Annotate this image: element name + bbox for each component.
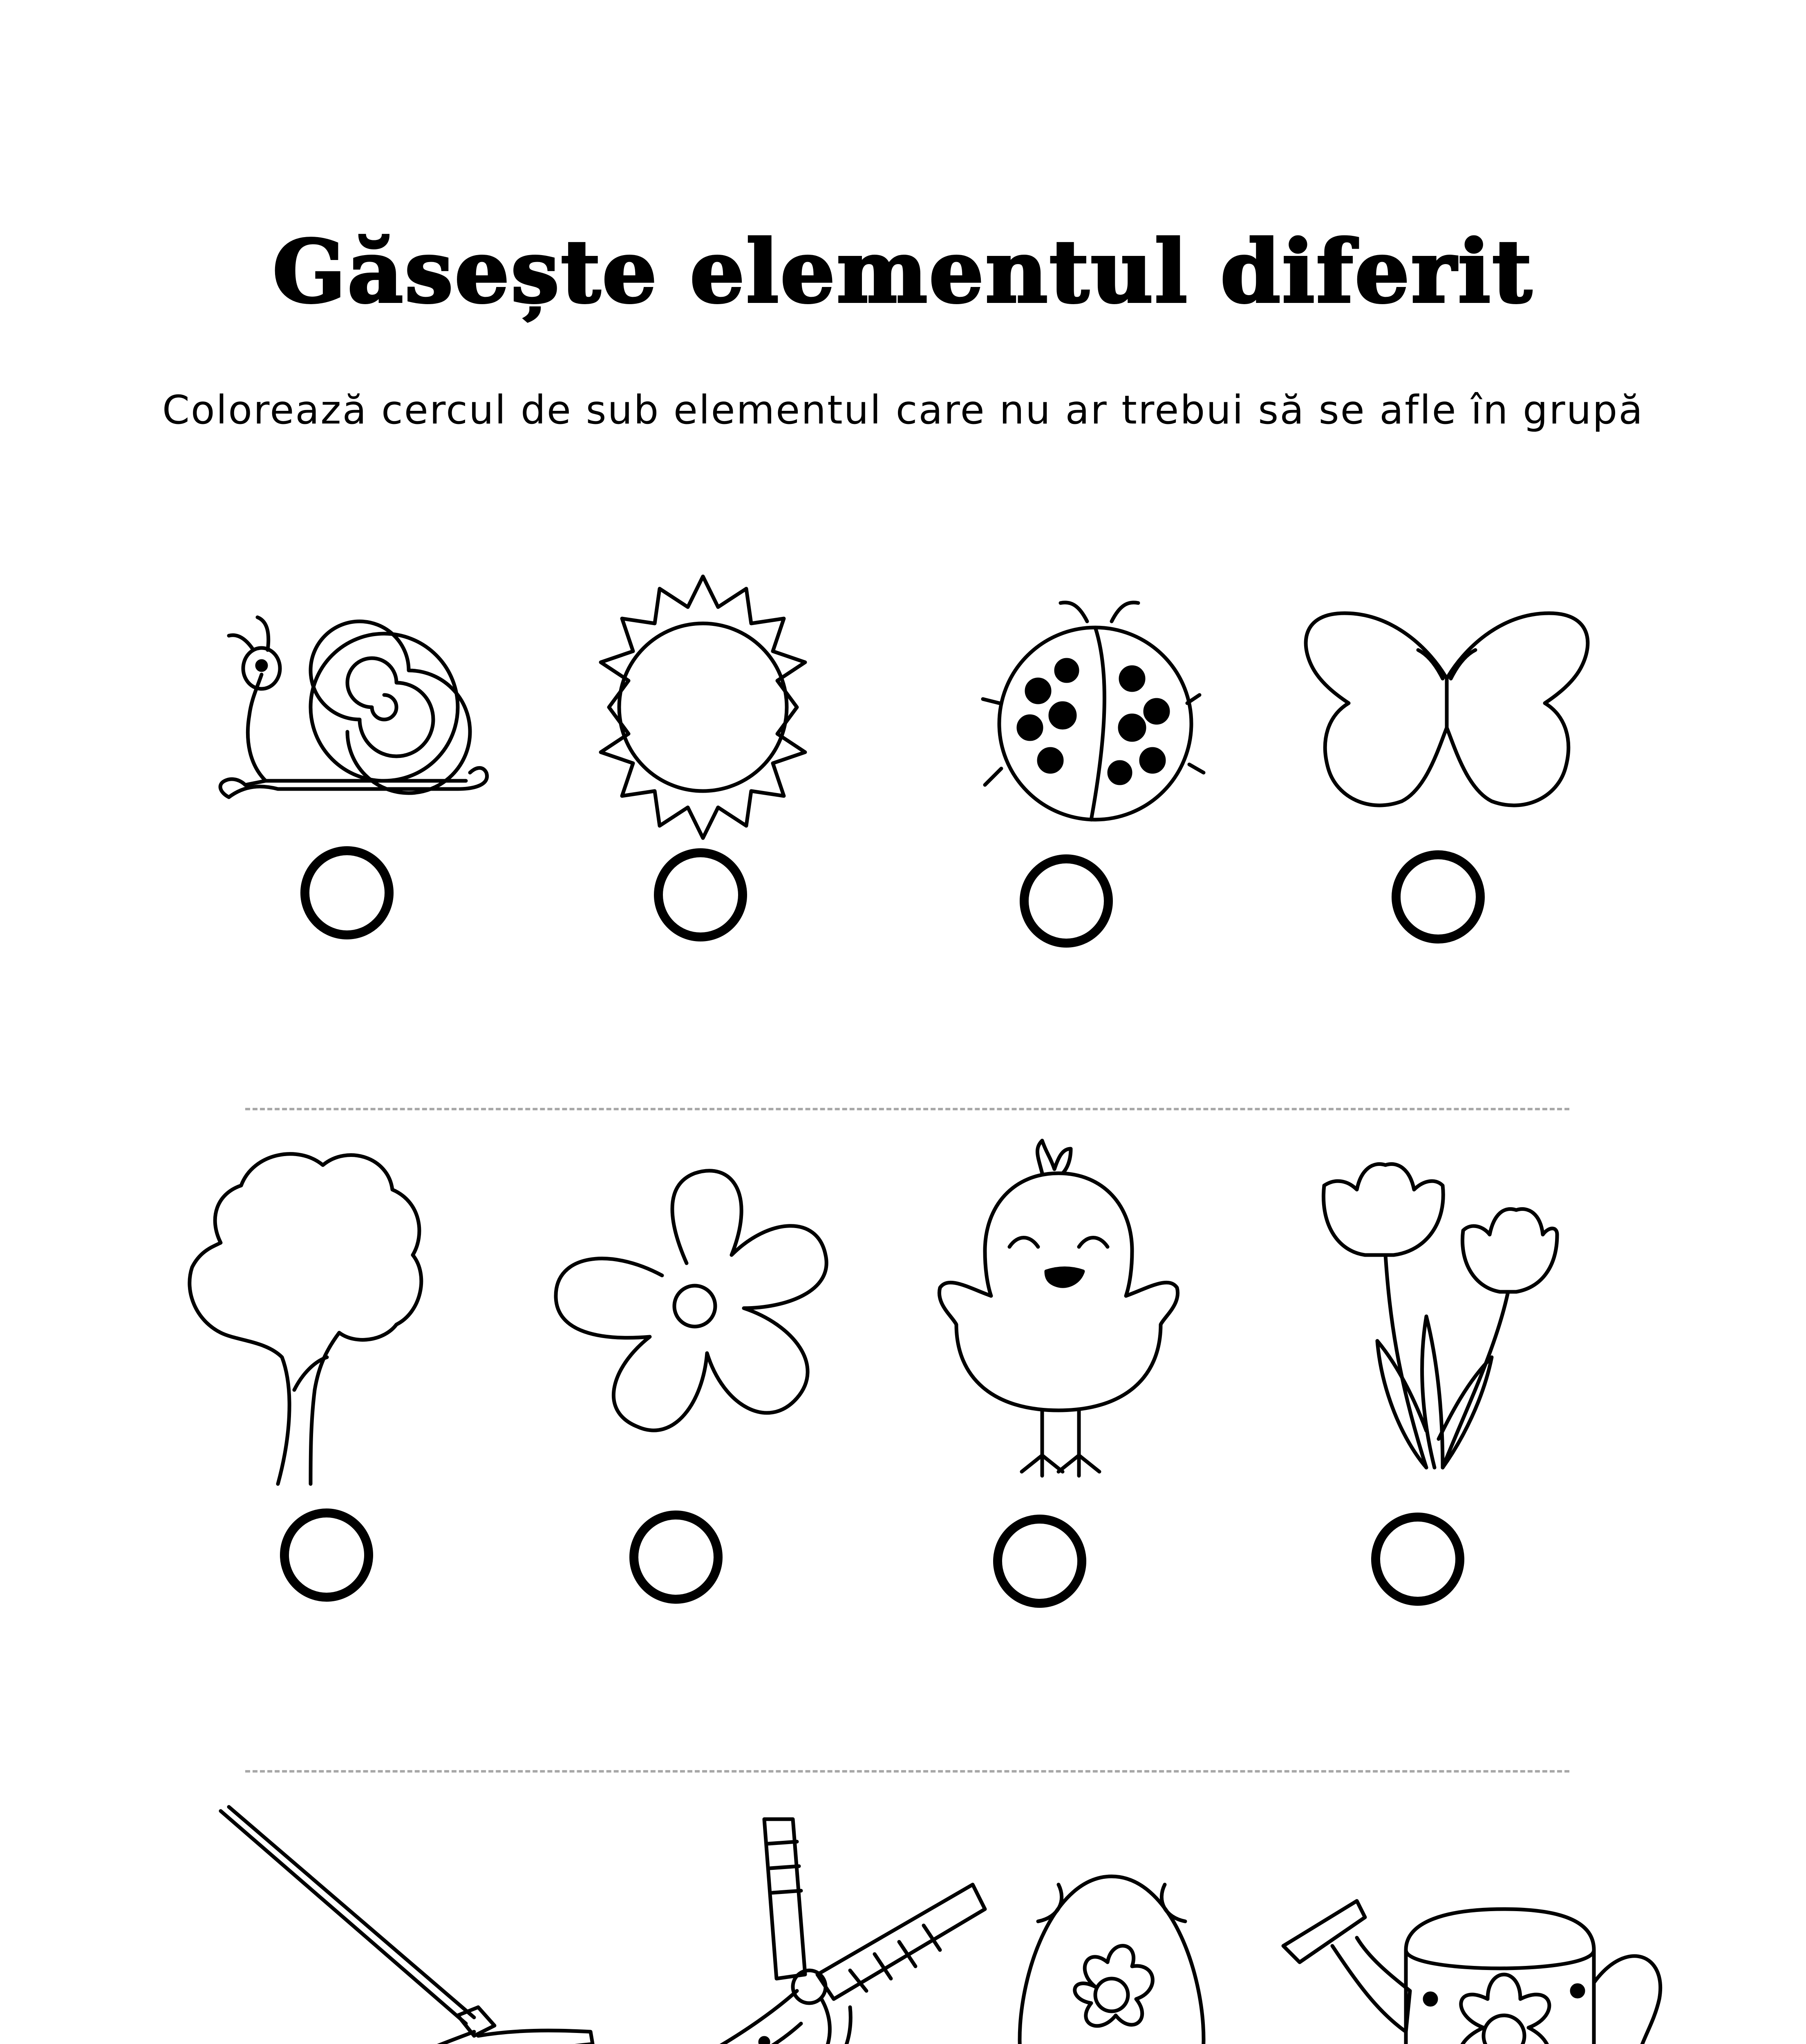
snail-icon <box>213 593 499 822</box>
pruning-shears-icon <box>646 1811 989 2044</box>
row-divider <box>245 1770 1569 1773</box>
watering-can-icon <box>1275 1893 1667 2044</box>
butterfly-icon <box>1296 605 1598 826</box>
answer-circle-butterfly[interactable] <box>1392 850 1485 944</box>
easter-egg-icon <box>1014 1868 1210 2044</box>
flower-icon <box>539 1161 834 1455</box>
answer-circle-tree[interactable] <box>280 1508 373 1602</box>
ladybug-icon <box>977 597 1206 842</box>
sun-icon <box>568 572 838 842</box>
worksheet-title: Găsește elementul diferit <box>272 221 1534 322</box>
answer-circle-tulips[interactable] <box>1371 1513 1464 1606</box>
answer-circle-snail[interactable] <box>300 846 394 939</box>
answer-circle-sun[interactable] <box>654 848 747 941</box>
answer-circle-flower[interactable] <box>629 1511 723 1604</box>
worksheet-instruction: Colorează cercul de sub elementul care nu ar trebui să se afle în grupă <box>162 387 1644 433</box>
answer-circle-chick[interactable] <box>993 1515 1086 1608</box>
rake-icon <box>213 1803 605 2044</box>
tulips-icon <box>1304 1153 1557 1480</box>
row-divider <box>245 1108 1569 1110</box>
answer-circle-ladybug[interactable] <box>1020 854 1113 948</box>
chick-icon <box>920 1132 1197 1500</box>
tree-icon <box>176 1128 429 1496</box>
